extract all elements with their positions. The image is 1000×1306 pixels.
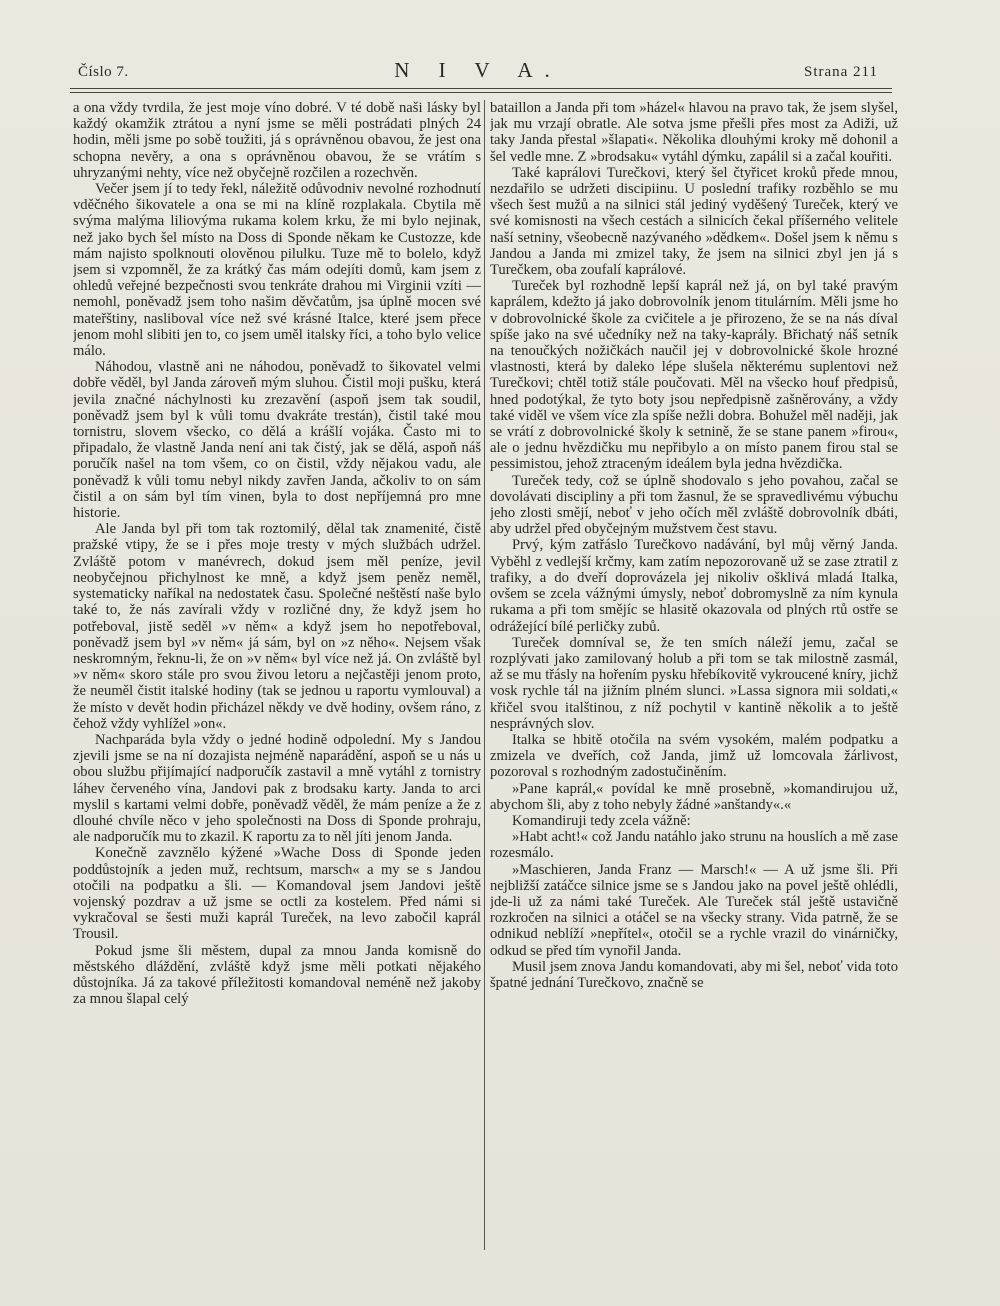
paragraph: Ale Janda byl při tom tak roztomilý, dělal tak znamenité, čistě pražské vtipy, že se i přes moje tresty v mých službách udržel. Zvláště potom v manévrech, dokud jsem měl peníze, jevil neobyčejnou přichylnost ke mně, a když jsem peněz neměl, systematicky naříkal na nedostatek času. Společné neštěstí naše bylo také to, že nás zavírali vždy v rozličné dny, že když jsem ho potřeboval, jistě seděl »v něm« a když jsem ho nepotřeboval, poněvadž jsem byl »v něm« já sám, byl on »z něho«. Nejsem však neskromným, řeknu-li, že on »v něm« byl více než já. On zvláště byl »v něm« skoro stále pro svou živou letoru a nejčastěji jenom proto, že neuměl čistit italské hodiny (tak se jednou u raportu vymlouval) a že místo v devět hodin přicházel někdy ve dvě hodiny, ovšem ráno, z čehož vždy vyhlížel »on«. [73,521,481,732]
column-divider [484,100,485,1250]
page-number: Strana 211 [803,64,878,80]
paragraph: Večer jsem jí to tedy řekl, náležitě odůvodniv nevolné rozhodnutí vděčného šikovatele a ona se mi na klíně rozplakala. Cbytila mě svýma malýma liliovýma rukama kolem krku, že mi bylo nejinak, než jako bych šel místo na Doss di Sponde někam ke Custozze, kde mám najisto spolknouti olověnou pilulku. Tuze mě to bolelo, když jsem si vzpomněl, že za krátký čas mám odejíti domů, kam jsem z ohledů veřejné bezpečnosti svou tenkráte drahou mi Virginii vzíti — nemohl, poněvadž jsem toho našim děvčatům, jsa úplně mocen své mateřštiny, nasliboval více než své krásné Italce, které jsem přece jenom mohl slibiti jen to, co jsem uměl italsky říci, a toho bylo velice málo. [73,181,481,360]
paragraph: »Pane kaprál,« povídal ke mně prosebně, »komandirujou už, abychom šli, aby z toho nebyly žádné »anštandy«.« [490,780,898,813]
paragraph: bataillon a Janda při tom »házel« hlavou na pravo tak, že jsem slyšel, jak mu vrzají obratle. Ale sotva jsme přešli přes most za Adiži, už taky Janda přestal »šlapati«. Několika dlouhými kroky mě dohonil a šel vedle mne. Z »brodsaku« vytáhl dýmku, zapálil si a začal kouřiti. [490,100,898,165]
paragraph: Prvý, kým zatřáslo Turečkovo nadávání, byl můj věrný Janda. Vyběhl z vedlejší krčmy, kam zatím nepozorovaně už se zase ztratil z trafiky, a do dveří doprovázela jej nikoliv ošklivá mladá Italka, ovšem se zcela vážnými úmysly, neboť dobromyslně za ním kynula rukama a při tom smějíc se hlasitě okazovala od plných rtů ostře se odrážející bílé perličky zubů. [490,537,898,635]
header-rule-top [70,88,892,89]
paragraph: Musil jsem znova Jandu komandovati, aby mi šel, neboť vida toto špatné jednání Turečkovo, značně se [490,958,898,991]
paragraph: Tureček domníval se, že ten smích náleží jemu, začal se rozplývati jako zamilovaný holub a při tom se tak milostně zasmál, až se mu třásly na hořením pysku hřebíkovitě vykroucené kníry, jichž vosk rychle tál na jižním plném slunci. »Lassa signora mii soldati,« křičel svou italštinou, z níž pochytil v kantině několik a to ještě nesprávných slov. [490,634,898,732]
issue-number: Číslo 7. [78,64,129,80]
paragraph: Tureček tedy, což se úplně shodovalo s jeho povahou, začal se dovolávati discipliny a při tom žasnul, že se spravedlivému výbuchu jeho zlosti smějí, neboť v jeho očích měl zvláště dobrovolník dbáti, aby udržel před obyčejným mužstvem čest stavu. [490,472,898,538]
paragraph: Komandiruji tedy zcela vážně: [512,812,691,829]
paragraph: Náhodou, vlastně ani ne náhodou, poněvadž to šikovatel velmi dobře věděl, byl Janda zároveň mým sluhou. Čistil moji pušku, která jevila značné náchylnosti ku zrezavění (aspoň jsem tak soudil, poněvadž jsem byl k vůli tomu dvakráte trestán), čistil také mou tornistru, slovem všecko, co dělá a krášlí vojáka. Často mi to připadalo, že vlastně Janda není ani tak čistý, jak se dělá, aspoň náš poručík našel na tom všem, co on čistil, vždy nějakou vadu, ale poněvadž k vůli tomu nebyl nikdy zavřen Janda, ačkoliv to on sám čistil a on sám byl tím vinen, byla to dost nepříjemná pro mne historie. [73,359,481,522]
paragraph: Pokud jsme šli městem, dupal za mnou Janda komisně do městského dláždění, zvláště když jsme měli potkati nějakého důstojníka. Já za takové příležitosti komandoval neméně než jakoby za mnou šlapal celý [73,942,481,1008]
page-header [78,58,878,86]
paragraph: Také kaprálovi Turečkovi, který šel čtyřicet kroků přede mnou, nezdařilo se udržeti discipiinu. U poslední trafiky rozběhlo se mu všech šest mužů a na silnici stál jediný vyděšený Tureček, který ve své komisnosti na všech cestách a silnicích čekal příšerného velitele naší setniny, všeobecně nazývaného »dědkem«. Došel jsem k němu s Jandou a Janda mi zmizel taky, že jsem na silnici zbyl jen já s Turečkem, oba zoufalí kaprálové. [490,164,898,279]
left-column [73,100,481,1250]
paragraph: Italka se hbitě otočila na svém vysokém, malém podpatku a zmizela ve dveřích, což Janda, jimž už lomcovala žárlivost, pozoroval s rozhodným zadostučiněním. [490,731,898,781]
paragraph: Tureček byl rozhodně lepší kaprál než já, on byl také pravým kaprálem, kdežto já jako dobrovolník jenom titulárním. Měli jsme ho v dobrovolnické škole za cvičitele a je přirozeno, že se na nás díval spíše jako na své učedníky než na taky-kaprály. Břichatý náš setník na tenoučkých nožičkách naučil jej v dobrovolnické škole hrozné vlastnosti, která by daleko lépe slušela některému suplentovi než Turečkovi; chtěl totiž stále poučovati. Měl na všecko houf předpisů, hned podotýkal, že tyto boty jsou nepředpisně zašněrovány, a vždy také viděl ve všem více zla spíše nežli dobra. Bohužel měl naději, jak se vrátí z dobrovolnické školy k setnině, že se stane panem »firou«, ale o jednu hvězdičku mu nepřibylo a on místo panem firou stal se pessimistou, jehož ztraceným ideálem byla jedna hvězdička. [490,278,898,473]
paragraph: »Habt acht!« což Jandu natáhlo jako strunu na houslích a mě zase rozesmálo. [490,829,898,862]
header-rule-bottom [70,92,892,93]
right-column [490,100,898,1250]
magazine-title: N I V A. [394,58,562,82]
paragraph: a ona vždy tvrdila, že jest moje víno dobré. V té době naši lásky byl každý okamžik ztrátou a nyní jsme se měli postrádati plných 24 hodin, měli jsme po sobě toužiti, já s oprávněnou obavou, že jest ona schopna nevěry, a ona s oprávněnou obavou, že se vrátím s uhryzanými nehty, více než obyčejně rozčilen a rozechvěn. [73,100,481,181]
paragraph: Nachparáda byla vždy o jedné hodině odpolední. My s Jandou zjevili jsme se na ní dozajista nejméně naparádění, aspoň se u nás u obou službu přijímající nadporučík zastavil a mně vytáhl z tornistry láhev červeného vína, Jandovi pak z brodsaku karty. Janda to arci myslil s kartami velmi dobře, poněvadž věděl, že mám peníze a že z dlouhé chvíle něco v jeho společnosti na Doss di Sponde prohraju, ale nadporučík mu to zkazil. K raportu za to něl jíti jenom Janda. [73,731,481,846]
paragraph: Konečně zavznělo kýžené »Wache Doss di Sponde jeden poddůstojník a jeden muž, rechtsum, marsch« a my se s Jandou otočili na podpatku a šli. — Komandoval jsem Jandovi ještě vojenský pozdrav a už jsme se octli za kostelem. Před námi si vykračoval se šesti muži kaprál Tureček, na levo zabočil kaprál Trousil. [73,845,481,943]
paragraph: »Maschieren, Janda Franz — Marsch!« — A už jsme šli. Při nejbližší zatáčce silnice jsme se s Jandou jako na povel ještě ohlédli, jde-li už za námi také Tureček. Ale Tureček stál ještě ustavičně rozkročen na silnici a otáčel se na všecky strany. Vida patrně, že se odnikud neblíží »nepřítel«, otočil se a rychle vrazil do vinárničky, odkud se před tím vynořil Janda. [490,861,898,959]
